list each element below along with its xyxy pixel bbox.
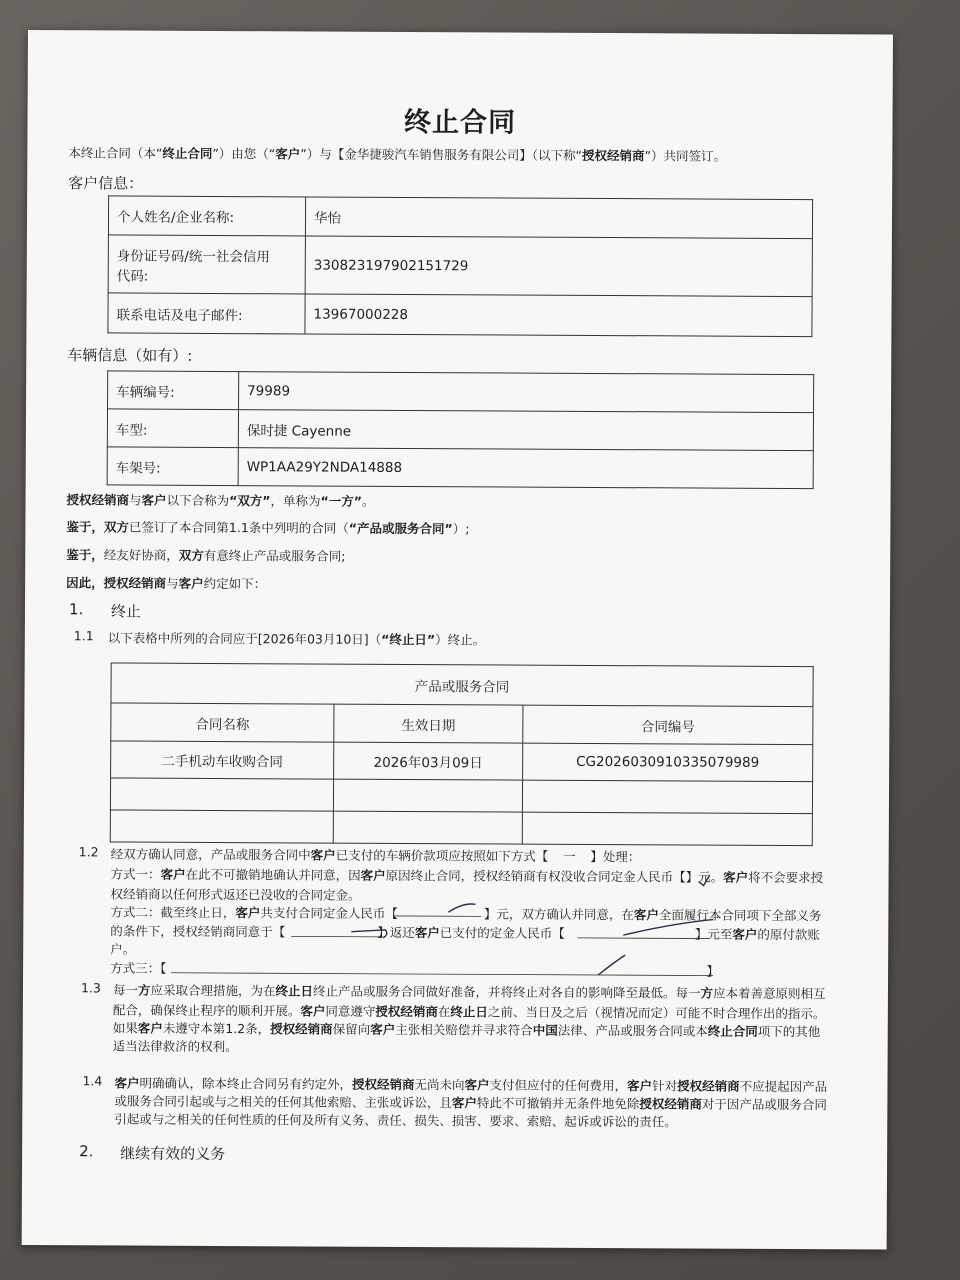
clause-1-2-text: 经双方确认同意，产品或服务合同中客户已支付的车辆价款项应按照如下方式【 一 】处理： bbox=[110, 846, 641, 865]
vehicle-no-value: 79989 bbox=[239, 372, 814, 413]
stroke-amount-2 bbox=[448, 904, 475, 912]
clause-1-4-number: 1.4 bbox=[82, 1073, 103, 1089]
blank-line-option-3 bbox=[171, 973, 713, 976]
therefore-clause: 因此，授权经销商与客户约定如下： bbox=[66, 575, 267, 592]
vehicle-vin-label: 车架号: bbox=[107, 447, 238, 486]
contract-table-header: 合同编号 bbox=[523, 705, 813, 745]
vehicle-vin-value: WP1AA29Y2NDA14888 bbox=[238, 448, 813, 489]
option-2-line-2: 的条件下，授权经销商同意于【 】返还客户已支付的定金人民币【 】元至客户的原付款账 bbox=[110, 923, 820, 943]
vehicle-no-label: 车辆编号: bbox=[108, 371, 239, 410]
vehicle-info-heading: 车辆信息（如有）: bbox=[67, 346, 193, 365]
whereas-clause-2: 鉴于，经友好协商，双方有意终止产品或服务合同; bbox=[66, 547, 346, 564]
table-cell: 二手机动车收购合同 bbox=[111, 741, 334, 779]
clause-1-3-line-2: 配合，确保终止程序的顺利开展。客户同意遵守授权经销商在终止日之前、当日及之后（视情况而定）可能不时合理作出的指示。 bbox=[112, 1002, 826, 1022]
clause-1-4-line-3: 引起或与之相关的任何性质的任何及所有义务、责任、损失、损害、要求、索赔、起诉或诉讼的责任。 bbox=[114, 1111, 677, 1130]
clause-1-1-text: 以下表格中所列的合同应于[2026年03月10日]（“终止日”）终止。 bbox=[107, 630, 486, 648]
handwritten-option: 一 bbox=[562, 848, 576, 864]
stroke-option-3 bbox=[598, 955, 625, 975]
vehicle-model-label: 车型: bbox=[107, 409, 238, 448]
customer-info-heading: 客户信息： bbox=[68, 174, 144, 193]
customer-name-value: 华怡 bbox=[305, 197, 812, 239]
customer-name-label: 个人姓名/企业名称: bbox=[108, 196, 305, 236]
section-2-title: 继续有效的义务 bbox=[120, 1144, 226, 1164]
document-title: 终止合同 bbox=[403, 106, 517, 139]
vehicle-model-value: 保时捷 Cayenne bbox=[238, 410, 813, 451]
customer-id-label: 身份证号码/统一社会信用 代码: bbox=[108, 235, 305, 294]
clause-1-1-number: 1.1 bbox=[73, 628, 94, 644]
contract-table-header: 生效日期 bbox=[334, 704, 523, 743]
section-1-number: 1. bbox=[68, 600, 84, 619]
clause-1-3-number: 1.3 bbox=[80, 980, 101, 996]
stroke-refund-amount bbox=[623, 919, 713, 935]
table-cell: 2026年03月09日 bbox=[334, 742, 523, 780]
customer-contact-label: 联系电话及电子邮件: bbox=[108, 293, 305, 334]
whereas-clause-1: 鉴于，双方已签订了本合同第1.1条中列明的合同（“产品或服务合同”）; bbox=[66, 519, 470, 537]
option-1-line-1: 方式一：客户在此不可撤销地确认并同意，因客户原因终止合同，授权经销商有权没收合同定金人民币【】元。客户将不会要求授 bbox=[110, 866, 824, 886]
clause-1-4-line-1: 客户明确确认，除本终止合同另有约定外，授权经销商无尚未向客户支付但应付的任何费用，客户针对授权经销商不应提起因产品 bbox=[114, 1075, 828, 1095]
clause-1-3-line-4: 适当法律救济的权利。 bbox=[112, 1038, 238, 1055]
contract-table-header: 合同名称 bbox=[111, 703, 334, 742]
clause-1-3-line-3: 如果客户未遵守本第1.2条，授权经销商保留向客户主张相关赔偿并寻求符合中国法律、产品或服务合同或本终止合同项下的其他 bbox=[112, 1020, 821, 1040]
clause-1-4-line-2: 或服务合同引起或与之相关的任何其他索赔、主张或诉讼，且客户特此不可撤销并无条件地免除授权经销商对于因产品或服务合同 bbox=[114, 1093, 828, 1113]
section-1-title: 终止 bbox=[110, 602, 142, 621]
check-mark-amount-1 bbox=[699, 876, 710, 886]
table-cell: CG2026030910335079989 bbox=[523, 743, 813, 782]
contract-table-caption: 产品或服务合同 bbox=[111, 663, 813, 707]
option-2-line-1: 方式二：截至终止日，客户共支付合同定金人民币【 】元，双方确认并同意，在客户全面履行本合同项下全部义务 bbox=[110, 904, 822, 924]
handwritten-strokes bbox=[22, 30, 893, 1250]
option-1-line-2: 权经销商以任何形式返还已没收的合同定金。 bbox=[110, 886, 361, 903]
option-3-line: 方式三：【 】 bbox=[110, 960, 719, 979]
clause-1-2-number: 1.2 bbox=[78, 844, 99, 860]
intro-paragraph: 本终止合同（本“终止合同”）由您（“客户”）与【金华捷骏汽车销售服务有限公司】（以下称“授权经销商”）共同签订。 bbox=[68, 145, 727, 164]
section-2-number: 2. bbox=[79, 1142, 94, 1161]
blank-line-refund bbox=[577, 938, 709, 939]
parties-definition: 授权经销商与客户以下合称为“双方”，单称为“一方”。 bbox=[66, 492, 375, 509]
option-2-line-3: 户。 bbox=[110, 941, 136, 957]
customer-contact-value: 13967000228 bbox=[305, 294, 812, 337]
customer-id-value: 330823197902151729 bbox=[305, 236, 812, 297]
document-page bbox=[22, 30, 893, 1250]
clause-1-3-line-1: 每一方应采取合理措施，为在终止日终止产品或服务合同做好准备，并将终止对各自的影响降至最低。每一方应本着善意原则相互 bbox=[112, 982, 826, 1002]
